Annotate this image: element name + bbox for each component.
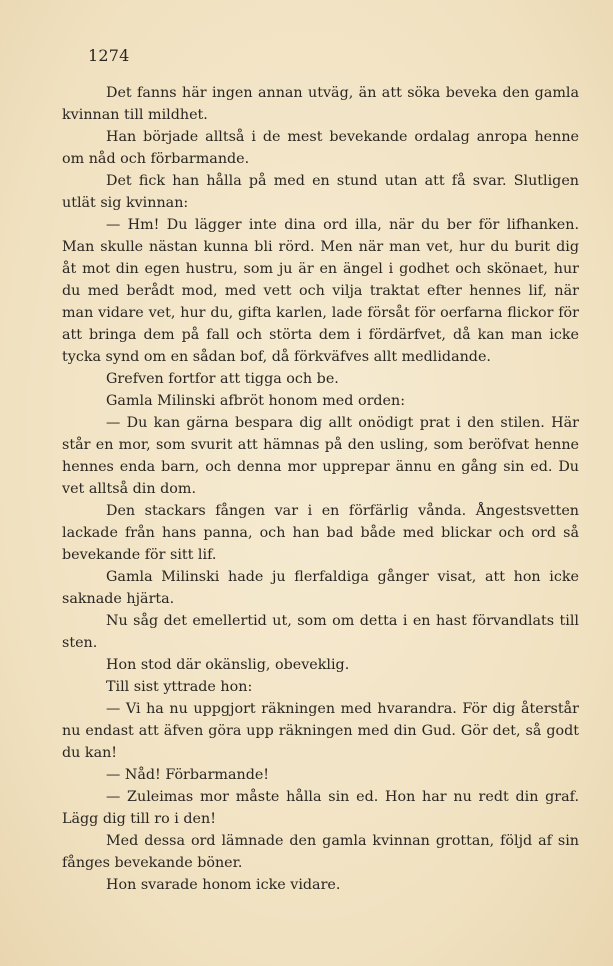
paragraph-3: Det fick han hålla på med en stund utan att få svar. Slutligen utlät sig kvinnan: <box>62 173 579 211</box>
paragraph-10: Nu såg det emellertid ut, som om detta i en hast förvandlats till sten. <box>62 613 579 651</box>
paragraph-8: Den stackars fången var i en förfärlig vånda. Ångestsvetten lackade från hans panna, och han bad både med blickar och ord så bevekande för sitt lif. <box>62 503 579 563</box>
paragraph-15: — Zuleimas mor måste hålla sin ed. Hon har nu redt din graf. Lägg dig till ro i den! <box>62 789 579 827</box>
paragraph-16: Med dessa ord lämnade den gamla kvinnan grottan, följd af sin fånges bevekande böner. <box>62 833 579 871</box>
paragraph-14: — Nåd! Förbarmande! <box>106 767 270 783</box>
paragraph-5: Grefven fortfor att tigga och be. <box>106 371 339 387</box>
paragraph-13: — Vi ha nu uppgjort räkningen med hvarandra. För dig återstår nu endast att äfven göra upp räkningen med din Gud. Gör det, så godt du kan! <box>62 701 579 761</box>
paragraph-2: Han började alltså i de mest bevekande ordalag anropa henne om nåd och förbarmande. <box>62 129 579 167</box>
body-text <box>62 82 579 896</box>
paragraph-11: Hon stod där okänslig, obeveklig. <box>106 657 350 673</box>
paragraph-4: — Hm! Du lägger inte dina ord illa, när du ber för lifhanken. Man skulle nästan kunna bli rörd. Men när man vet, hur du burit dig åt mot din egen hustru, som ju är en ängel i godhet och skönaet, hur du med berådt mod, med vett och vilja traktat efter hennes lif, när man vidare vet, hur du, gifta karlen, lade försåt för oerfarna flickor för att bringa dem på fall och störta dem i fördärfvet, då kan man icke tycka synd om en sådan bof, då förkväfves allt medlidande. <box>62 217 579 365</box>
paragraph-17: Hon svarade honom icke vidare. <box>106 877 341 893</box>
paragraph-1: Det fanns här ingen annan utväg, än att söka beveka den gamla kvinnan till mildhet. <box>62 85 579 123</box>
paragraph-7: — Du kan gärna bespara dig allt onödigt prat i den stilen. Här står en mor, som svurit att hämnas på den usling, som beröfvat henne hennes enda barn, och denna mor upprepar ännu en gång sin ed. Du vet alltså din dom. <box>62 415 579 497</box>
paragraph-9: Gamla Milinski hade ju flerfaldiga gånger visat, att hon icke saknade hjärta. <box>62 569 579 607</box>
paragraph-6: Gamla Milinski afbröt honom med orden: <box>106 393 406 409</box>
page-number: 1274 <box>88 46 130 65</box>
paragraph-12: Till sist yttrade hon: <box>106 679 253 695</box>
